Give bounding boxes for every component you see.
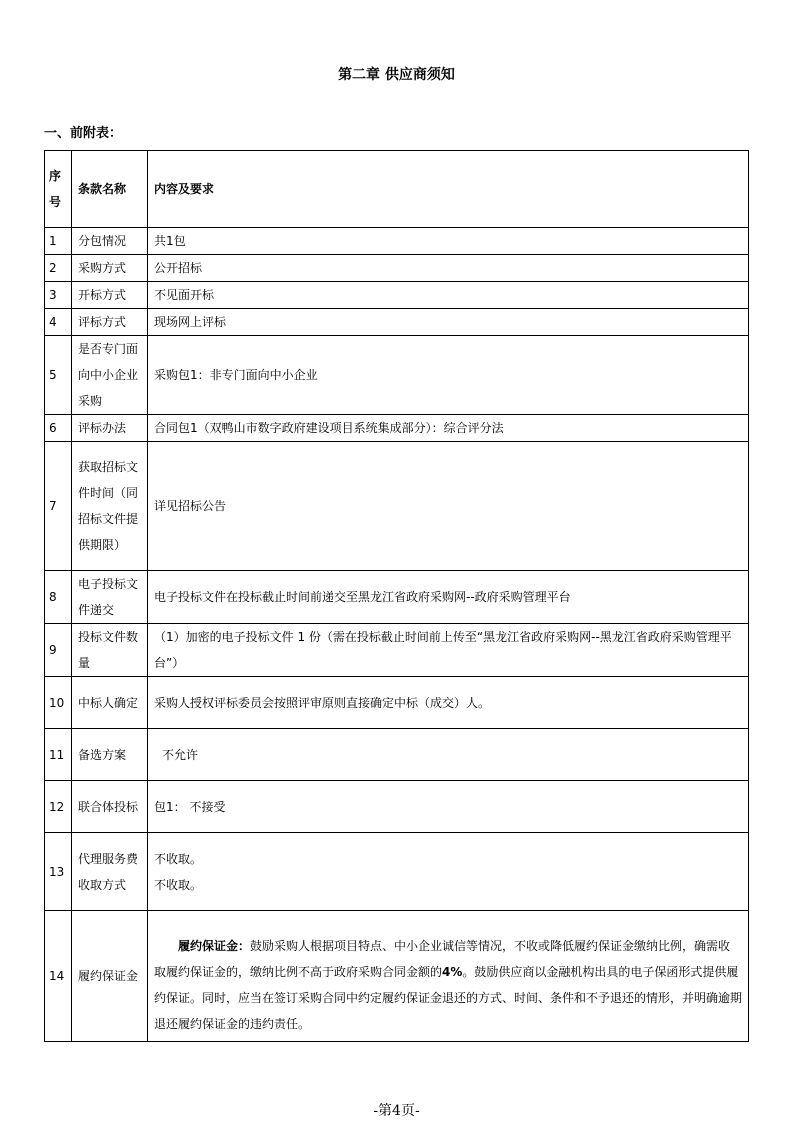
header-name: 条款名称 bbox=[72, 151, 148, 228]
row-content: 合同包1（双鸭山市数字政府建设项目系统集成部分）：综合评分法 bbox=[148, 415, 749, 442]
row-name: 获取招标文件时间（同招标文件提供期限） bbox=[72, 442, 148, 571]
deposit-paragraph bbox=[154, 933, 742, 1037]
row-seq: 11 bbox=[45, 729, 72, 781]
row-name: 采购方式 bbox=[72, 255, 148, 282]
row-content bbox=[148, 833, 749, 911]
section-heading: 一、前附表： bbox=[44, 126, 123, 141]
row-content: （1）加密的电子投标文件 1 份（需在投标截止时间前上传至“黑龙江省政府采购网--黑龙江省政府采购管理平台”） bbox=[148, 624, 749, 677]
table-row bbox=[45, 228, 749, 255]
row-content: 采购人授权评标委员会按照评审原则直接确定中标（成交）人。 bbox=[148, 677, 749, 729]
row-name: 开标方式 bbox=[72, 282, 148, 309]
table-row bbox=[45, 911, 749, 1042]
row-seq: 6 bbox=[45, 415, 72, 442]
row-content: 公开招标 bbox=[148, 255, 749, 282]
table-row bbox=[45, 781, 749, 833]
row-content bbox=[148, 911, 749, 1042]
table-row bbox=[45, 309, 749, 336]
deposit-percent: 4% bbox=[442, 965, 463, 979]
row-content: 详见招标公告 bbox=[148, 442, 749, 571]
row-seq: 4 bbox=[45, 309, 72, 336]
row-seq: 14 bbox=[45, 911, 72, 1042]
deposit-text-tail: 。鼓励供应商以金融机构出具的电子保函形式提供履约保证。同时，应当在签订采购合同中约定履约保证金退还的方式、时间、条件和不予退还的情形，并明确逾期退还履约保证金的违约责任。 bbox=[154, 965, 743, 1031]
row-seq: 2 bbox=[45, 255, 72, 282]
page-number: -第4页- bbox=[373, 1103, 420, 1119]
row-seq: 13 bbox=[45, 833, 72, 911]
row-content: 共1包 bbox=[148, 228, 749, 255]
row-content: 采购包1：非专门面向中小企业 bbox=[148, 336, 749, 415]
row-seq: 12 bbox=[45, 781, 72, 833]
row-seq: 7 bbox=[45, 442, 72, 571]
row-name: 备选方案 bbox=[72, 729, 148, 781]
row-name: 联合体投标 bbox=[72, 781, 148, 833]
row-seq: 5 bbox=[45, 336, 72, 415]
row-seq: 8 bbox=[45, 571, 72, 624]
row-name: 代理服务费收取方式 bbox=[72, 833, 148, 911]
table-row bbox=[45, 571, 749, 624]
row-name: 电子投标文件递交 bbox=[72, 571, 148, 624]
row-name: 是否专门面向中小企业采购 bbox=[72, 336, 148, 415]
front-table bbox=[44, 150, 749, 1042]
table-row bbox=[45, 624, 749, 677]
table-row bbox=[45, 255, 749, 282]
row-name: 评标方式 bbox=[72, 309, 148, 336]
row-seq: 1 bbox=[45, 228, 72, 255]
row-content: 现场网上评标 bbox=[148, 309, 749, 336]
table-row bbox=[45, 282, 749, 309]
row-content-line: 不收取。 bbox=[154, 851, 203, 866]
table-row bbox=[45, 415, 749, 442]
row-seq: 9 bbox=[45, 624, 72, 677]
table-row bbox=[45, 729, 749, 781]
table-header-row bbox=[45, 151, 749, 228]
table-row bbox=[45, 336, 749, 415]
row-name: 履约保证金 bbox=[72, 911, 148, 1042]
row-name: 评标办法 bbox=[72, 415, 148, 442]
row-seq: 10 bbox=[45, 677, 72, 729]
table-row bbox=[45, 677, 749, 729]
row-content-line: 不收取。 bbox=[154, 877, 203, 892]
table-row bbox=[45, 442, 749, 571]
row-name: 分包情况 bbox=[72, 228, 148, 255]
chapter-title: 第二章 供应商须知 bbox=[338, 67, 455, 83]
deposit-heading: 履约保证金： bbox=[178, 939, 251, 953]
header-content: 内容及要求 bbox=[148, 151, 749, 228]
header-seq: 序号 bbox=[45, 151, 72, 228]
deposit-text: 鼓励采购人根据项目特点、中小企业诚信等情况，不收或降低履约保证金缴纳比例，确需收取履约保证金的，缴纳比例不高于政府采购合同金额的 bbox=[154, 939, 731, 979]
row-content: 不见面开标 bbox=[148, 282, 749, 309]
row-content: 包1： 不接受 bbox=[148, 781, 749, 833]
table-row bbox=[45, 833, 749, 911]
row-content: 电子投标文件在投标截止时间前递交至黑龙江省政府采购网--政府采购管理平台 bbox=[148, 571, 749, 624]
row-content: 不允许 bbox=[148, 729, 749, 781]
row-name: 中标人确定 bbox=[72, 677, 148, 729]
row-name: 投标文件数量 bbox=[72, 624, 148, 677]
row-seq: 3 bbox=[45, 282, 72, 309]
